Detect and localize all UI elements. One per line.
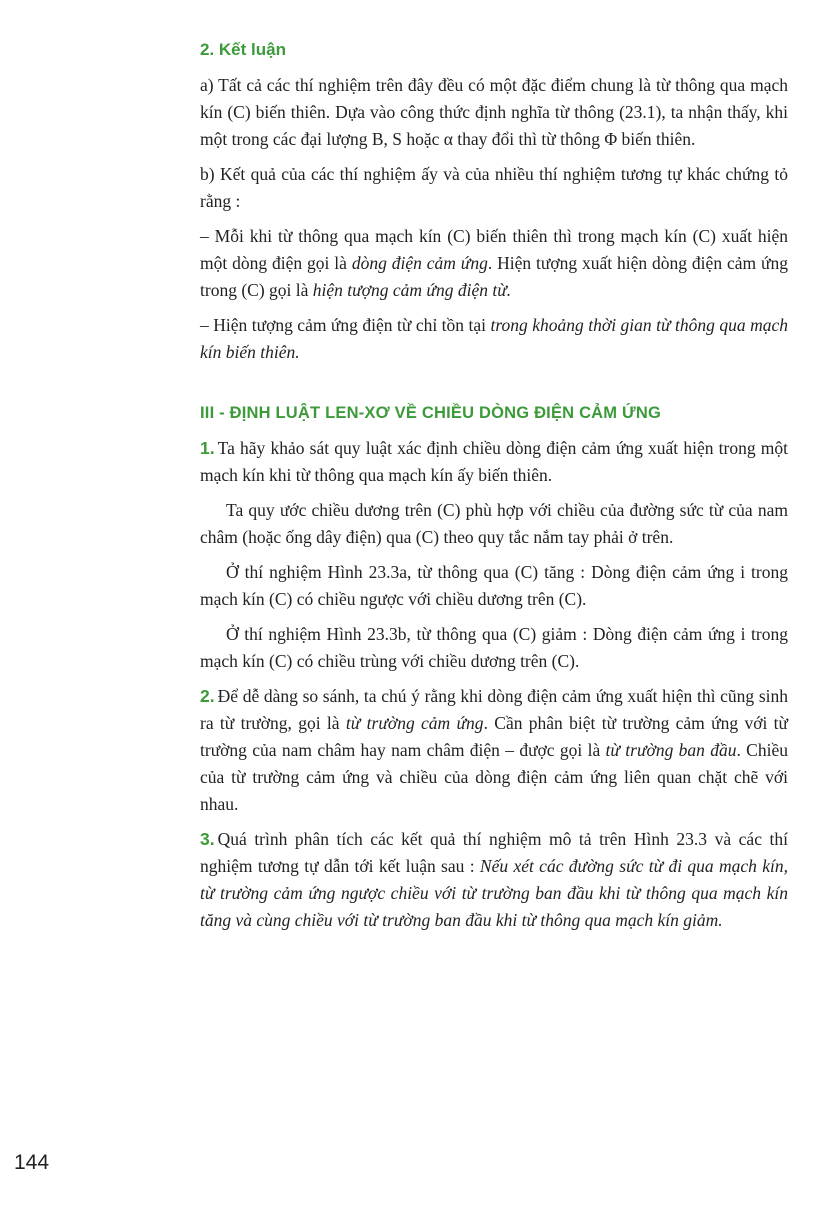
paragraph-figure-a: Ở thí nghiệm Hình 23.3a, từ thông qua (C) tăng : Dòng điện cảm ứng i trong mạch kín (C) có chiều ngược với chiều dương trên (C). [200,562,788,609]
page-number: 144 [14,1151,50,1174]
paragraph-b: b) Kết quả của các thí nghiệm ấy và của nhiều thí nghiệm tương tự khác chứng tỏ rằng : [200,164,788,211]
item-number: 1. [200,438,215,458]
item-text: . Cần phân biệt từ trường cảm ứng với từ trường của nam châm hay nam châm điện – được gọi là [200,713,788,760]
item-number: 3. [200,829,215,849]
section-heading-lenz-law: III - ĐỊNH LUẬT LEN-XƠ VỀ CHIỀU DÒNG ĐIỆN CẢM ỨNG [200,404,662,422]
item-1 [200,435,788,489]
bullet-text: . Hiện tượng xuất hiện dòng điện cảm ứng trong (C) gọi là [200,253,788,300]
term-initial-field: từ trường ban đầu [605,740,737,760]
item-2 [200,683,788,818]
term-induced-field: từ trường cảm ứng [345,713,484,733]
item-text: . Chiều của từ trường cảm ứng và chiều của dòng điện cảm ứng liên quan chặt chẽ với nhau. [200,740,788,814]
item-text: Để dễ dàng so sánh, ta chú ý rằng khi dòng điện cảm ứng xuất hiện thì cũng sinh ra từ trường, gọi là [200,686,788,733]
bullet-text: – Hiện tượng cảm ứng điện từ chỉ tồn tại [200,315,491,335]
item-3 [200,826,788,934]
bullet-induction [200,223,788,304]
item-text: Quá trình phân tích các kết quả thí nghiệm mô tả trên Hình 23.3 và các thí nghiệm tương tự dẫn tới kết luận sau : [200,829,788,876]
lenz-conclusion: Nếu xét các đường sức từ đi qua mạch kín, từ trường cảm ứng ngược chiều với từ trường ban đầu khi từ thông qua mạch kín tăng và cùng chiều với từ trường ban đầu khi từ thông qua mạch kín giảm. [200,856,789,930]
item-text: Ta hãy khảo sát quy luật xác định chiều dòng điện cảm ứng xuất hiện trong một mạch kín khi từ thông qua mạch kín ấy biến thiên. [200,438,788,485]
bullet-text: – Mỗi khi từ thông qua mạch kín (C) biến thiên thì trong mạch kín (C) xuất hiện một dòng điện gọi là [200,226,788,273]
page-content [200,40,788,942]
paragraph-a: a) Tất cả các thí nghiệm trên đây đều có một đặc điểm chung là từ thông qua mạch kín (C) biến thiên. Dựa vào công thức định nghĩa từ thông (23.1), ta nhận thấy, khi một trong các đại lượng B, S hoặc α thay đổi thì từ thông Φ biến thiên. [200,75,788,149]
section-heading-ket-luan: 2. Kết luận [200,40,286,59]
paragraph-figure-b: Ở thí nghiệm Hình 23.3b, từ thông qua (C) giảm : Dòng điện cảm ứng i trong mạch kín (C) có chiều trùng với chiều dương trên (C). [200,624,788,671]
term-induced-current: dòng điện cảm ứng [351,253,488,273]
term-electromagnetic-induction: hiện tượng cảm ứng điện từ. [312,280,512,300]
term-duration: trong khoảng thời gian từ thông qua mạch kín biến thiên. [200,315,788,362]
item-number: 2. [200,686,215,706]
bullet-duration [200,312,788,366]
paragraph-convention: Ta quy ước chiều dương trên (C) phù hợp với chiều của đường sức từ của nam châm (hoặc ống dây điện) qua (C) theo quy tắc nắm tay phải ở trên. [200,500,788,547]
